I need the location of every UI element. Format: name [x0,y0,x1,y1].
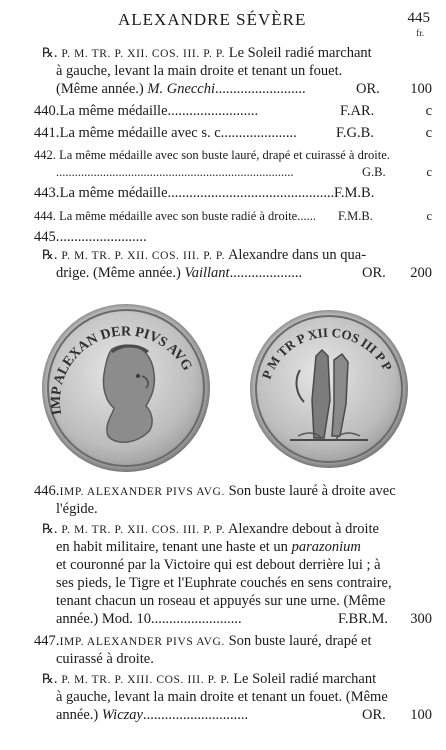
entry-continuation: à gauche, levant la main droite et tenant un fouet. (Même [56,689,388,705]
catalog-entry: 444. La même médaille avec son buste radié à droite...... F.M.B. c [34,209,432,223]
currency-label: fr. [416,28,424,38]
entry-valuation-line: année.) Mod. 10......................... F.BR.M. 300 [56,611,432,627]
catalog-entry: 447. IMP. ALEXANDER PIVS AVG. Son buste lauré, drapé et [34,633,372,649]
entry-continuation: tenant chacun un roseau et appuyés sur une urne. (Même [56,593,386,609]
entry-reverse-line: ℞. P. M. TR. P. XII. COS. III. P. P. Alexandre dans un qua- [42,247,367,263]
entry-continuation: l'égide. [56,501,98,517]
entry-valuation-line: ............................................................................ G.B. c [56,165,432,179]
catalog-entry: 443. La même médaille.............................................. F.M.B. [34,185,375,201]
entry-continuation: et couronné par la Victoire qui est debout derrière lui ; à [56,557,381,573]
entry-continuation: cuirassé à droite. [56,651,154,667]
entry-continuation: à gauche, levant la main droite et tenant un fouet. [56,63,343,79]
catalog-entry: 440. La même médaille......................... F.AR. c [34,103,432,119]
entry-reverse-line: ℞. P. M. TR. P. XII. COS. III. P. P. Alexandre debout à droite [42,521,379,537]
entry-valuation-line: année.) Wiczay............................. OR. 100 [56,707,432,723]
coin-obverse-image [42,304,210,472]
entry-reverse-line: ℞. P. M. TR. P. XII. COS. III. P. P. Le Soleil radié marchant [42,45,372,61]
obverse-legend: IMP ALEXAN DER PIVS AVG [48,324,195,417]
page-number: 445 [407,10,430,26]
catalog-entry: 441. La même médaille avec s. c..................... F.G.B. c [34,125,432,141]
catalog-entry: 446. IMP. ALEXANDER PIVS AVG. Son buste lauré à droite avec [34,483,396,499]
catalog-entry: 442. La même médaille avec son buste lauré, drapé et cuirassé à droite. [34,148,390,162]
entry-valuation-line: (Même année.) M. Gnecchi......................... OR. 100 [56,81,432,97]
entry-continuation: ses pieds, le Tigre et l'Euphrate couchés en sens contraire, [56,575,392,591]
coin-illustration [0,298,446,478]
page-header [0,8,446,38]
entry-continuation: en habit militaire, tenant une haste et un parazonium [56,539,361,555]
entry-reverse-line: ℞. P. M. TR. P. XIII. COS. III. P. P. Le Soleil radié marchant [42,671,377,687]
catalog-entry: 445. ........................ [34,229,147,245]
reverse-legend: P M TR P XII COS III P P [258,324,396,382]
page-title: ALEXANDRE SÉVÈRE [118,10,307,29]
entry-valuation-line: drige. (Même année.) Vaillant.................... OR. 200 [56,265,432,281]
coin-reverse-image [250,310,408,468]
